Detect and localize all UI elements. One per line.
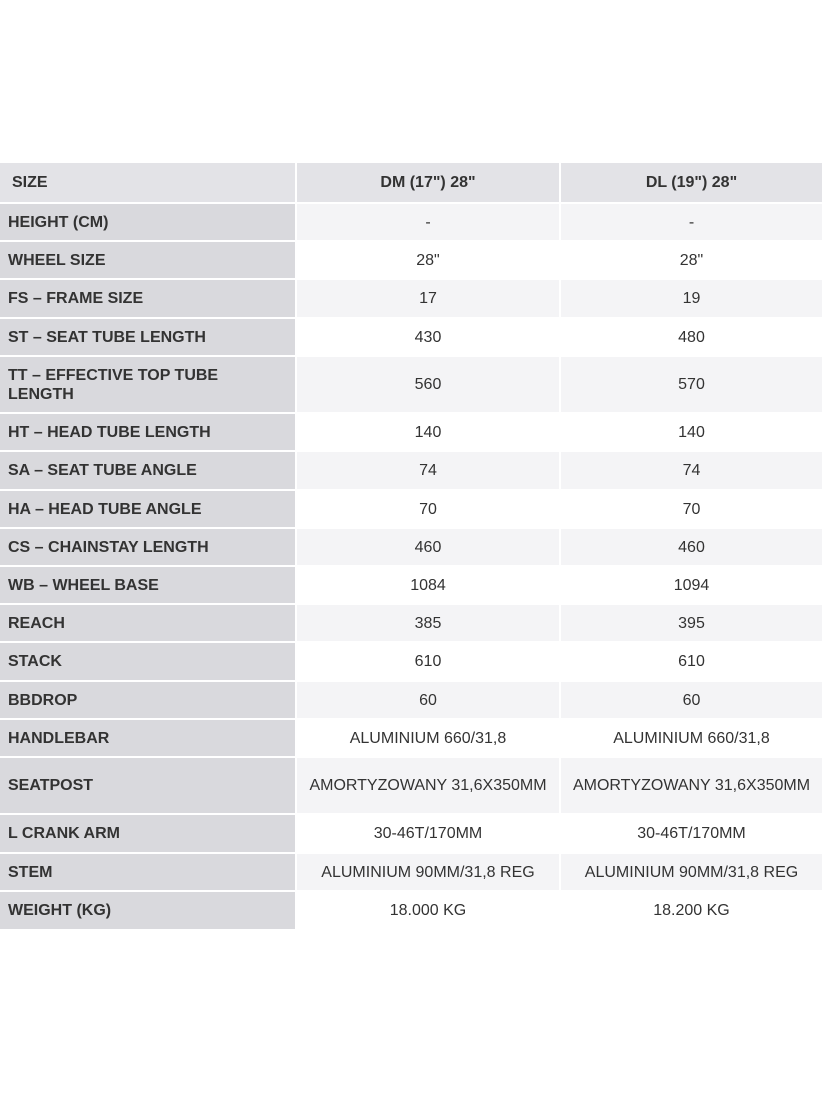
row-value-dm: 560 — [297, 357, 561, 412]
row-value-dm: 17 — [297, 280, 561, 317]
row-value-dl: 19 — [561, 280, 822, 317]
row-value-dl: 30-46T/170MM — [561, 815, 822, 852]
table-row — [0, 643, 822, 682]
table-header-row — [0, 163, 822, 204]
row-value-dl: 60 — [561, 682, 822, 718]
row-value-dl: 28" — [561, 242, 822, 278]
table-row — [0, 854, 822, 892]
row-label: SEATPOST — [0, 758, 297, 813]
row-value-dm: 1084 — [297, 567, 561, 603]
row-value-dm: ALUMINIUM 90MM/31,8 REG — [297, 854, 561, 890]
row-value-dm: ALUMINIUM 660/31,8 — [297, 720, 561, 756]
row-value-dl: 610 — [561, 643, 822, 680]
row-value-dm: 460 — [297, 529, 561, 565]
row-value-dl: 480 — [561, 319, 822, 355]
table-row — [0, 815, 822, 854]
row-value-dl: 18.200 KG — [561, 892, 822, 929]
table-row — [0, 605, 822, 643]
row-value-dm: 74 — [297, 452, 561, 489]
row-value-dl: 395 — [561, 605, 822, 641]
row-label: WEIGHT (KG) — [0, 892, 297, 929]
row-label: STACK — [0, 643, 297, 680]
table-row — [0, 491, 822, 529]
table-row — [0, 242, 822, 280]
row-value-dl: 460 — [561, 529, 822, 565]
row-value-dl: - — [561, 204, 822, 240]
row-value-dm: 385 — [297, 605, 561, 641]
row-label: HT – HEAD TUBE LENGTH — [0, 414, 297, 450]
row-value-dl: AMORTYZOWANY 31,6X350MM — [561, 758, 822, 813]
row-label: SA – SEAT TUBE ANGLE — [0, 452, 297, 489]
row-label: WHEEL SIZE — [0, 242, 297, 278]
row-label: ST – SEAT TUBE LENGTH — [0, 319, 297, 355]
header-size-label: SIZE — [0, 163, 297, 202]
table-row — [0, 280, 822, 319]
table-row — [0, 319, 822, 357]
row-value-dm: AMORTYZOWANY 31,6X350MM — [297, 758, 561, 813]
table-row — [0, 204, 822, 242]
row-label: STEM — [0, 854, 297, 890]
row-value-dl: ALUMINIUM 660/31,8 — [561, 720, 822, 756]
row-value-dm: 140 — [297, 414, 561, 450]
table-row — [0, 567, 822, 605]
row-value-dl: 570 — [561, 357, 822, 412]
row-value-dl: ALUMINIUM 90MM/31,8 REG — [561, 854, 822, 890]
table-row — [0, 529, 822, 567]
row-label: L CRANK ARM — [0, 815, 297, 852]
row-label: HANDLEBAR — [0, 720, 297, 756]
row-value-dm: 70 — [297, 491, 561, 527]
row-value-dm: 60 — [297, 682, 561, 718]
row-value-dm: - — [297, 204, 561, 240]
row-label: HEIGHT (CM) — [0, 204, 297, 240]
row-value-dm: 30-46T/170MM — [297, 815, 561, 852]
table-row — [0, 720, 822, 758]
table-row — [0, 357, 822, 414]
table-row — [0, 452, 822, 491]
row-value-dl: 70 — [561, 491, 822, 527]
geometry-spec-table — [0, 163, 822, 931]
row-value-dl: 140 — [561, 414, 822, 450]
row-value-dl: 1094 — [561, 567, 822, 603]
row-value-dm: 610 — [297, 643, 561, 680]
table-row — [0, 892, 822, 931]
row-label: WB – WHEEL BASE — [0, 567, 297, 603]
table-row — [0, 758, 822, 815]
row-label: TT – EFFECTIVE TOP TUBE LENGTH — [0, 357, 297, 412]
row-label: BBDROP — [0, 682, 297, 718]
row-value-dm: 18.000 KG — [297, 892, 561, 929]
row-value-dm: 28" — [297, 242, 561, 278]
table-row — [0, 414, 822, 452]
header-size-dl: DL (19") 28" — [561, 163, 822, 202]
header-size-dm: DM (17") 28" — [297, 163, 561, 202]
row-value-dm: 430 — [297, 319, 561, 355]
row-value-dl: 74 — [561, 452, 822, 489]
row-label: FS – FRAME SIZE — [0, 280, 297, 317]
row-label: HA – HEAD TUBE ANGLE — [0, 491, 297, 527]
row-label: CS – CHAINSTAY LENGTH — [0, 529, 297, 565]
table-row — [0, 682, 822, 720]
row-label: REACH — [0, 605, 297, 641]
